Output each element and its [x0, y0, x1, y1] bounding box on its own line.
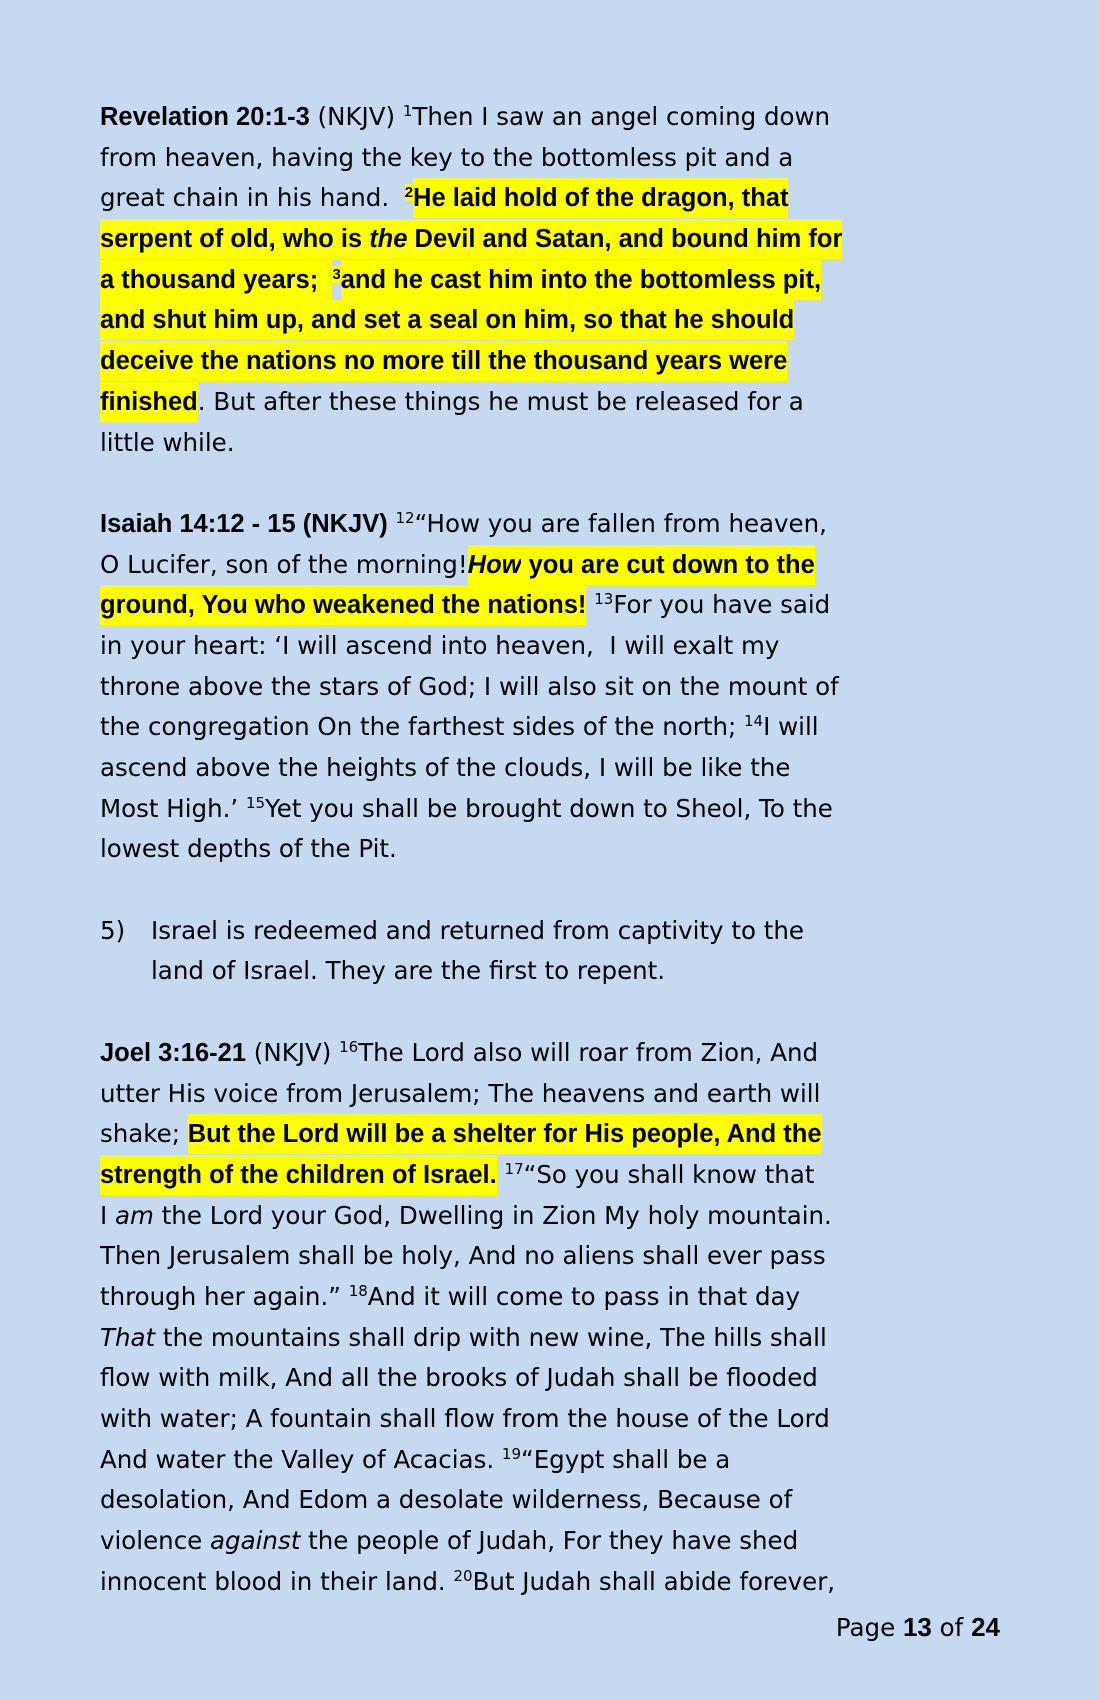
total-pages: 24 [971, 1612, 1000, 1642]
text-line [100, 1440, 1060, 1481]
text: (NKJV) [246, 1037, 340, 1067]
text-line [100, 382, 1060, 423]
highlighted-italic-text: the [369, 219, 407, 259]
text-line [100, 1521, 1060, 1562]
italic-text: against [210, 1526, 301, 1556]
text: the congregation On the farthest sides of the north; [100, 712, 745, 742]
text: And it will come to pass in that day [367, 1281, 801, 1311]
text-line [100, 1318, 1060, 1359]
document-body [100, 97, 1060, 1602]
text: the people of Judah, For they have shed [300, 1526, 799, 1556]
text-line [100, 1114, 1060, 1155]
verse-number: 16 [339, 1037, 359, 1056]
text-line [100, 1033, 1060, 1074]
text: But Judah shall abide forever, [472, 1566, 836, 1596]
highlighted-text: ground, You who weakened the nations! [100, 585, 586, 625]
blank-line [100, 992, 1060, 1033]
text: O Lucifer, son of the morning! [100, 549, 468, 579]
text: The Lord also will roar from Zion, And [358, 1037, 819, 1067]
text-line [100, 504, 1060, 545]
page-label: Page [835, 1613, 903, 1642]
verse-number: 13 [594, 590, 614, 609]
highlighted-text: But the Lord will be a shelter for His people, And the [188, 1114, 822, 1154]
text-line [100, 626, 1060, 667]
text-line [100, 1358, 1060, 1399]
text: little while. [100, 427, 235, 457]
highlighted-text: strength of the children of Israel. [100, 1155, 497, 1195]
text-line [100, 300, 1060, 341]
text-line [100, 341, 1060, 382]
text-line [100, 1236, 1060, 1277]
page-number [836, 1607, 1000, 1648]
text: Then I saw an angel coming down [412, 102, 831, 131]
list-item-text: land of Israel. They are the first to repent. [151, 956, 666, 986]
text: throne above the stars of God; I will also sit on the mount of [100, 671, 839, 701]
scripture-reference: Isaiah 14:12 - 15 (NKJV) [100, 509, 388, 538]
verse-number: 20 [453, 1566, 473, 1585]
italic-text: am [115, 1200, 154, 1230]
text-line [100, 178, 1060, 219]
verse-number: 1 [402, 102, 413, 120]
highlighted-italic-text: How [468, 545, 522, 585]
text: desolation, And Edom a desolate wilderness, Because of [100, 1485, 793, 1515]
text: I will [763, 712, 819, 742]
text: great chain in his hand. [100, 183, 405, 213]
text [497, 1160, 505, 1189]
text: from heaven, having the key to the bottomless pit and a [100, 142, 794, 172]
text: Israel is redeemed and returned from captivity to the [151, 915, 804, 945]
verse-number: 19 [501, 1444, 521, 1463]
text: ascend above the heights of the clouds, I will be like the [100, 753, 791, 782]
highlighted-text: deceive the nations no more till the thousand years were [100, 341, 787, 381]
text-line [100, 138, 1060, 179]
highlighted-text: Devil and Satan, and bound him for [407, 219, 842, 259]
text-line [100, 789, 1060, 830]
text: Most High.’ [100, 793, 246, 823]
page-of-label: of [931, 1613, 972, 1642]
highlighted-text: and shut him up, and set a seal on him, so that he should [100, 300, 794, 340]
current-page: 13 [902, 1612, 932, 1642]
verse-number: 15 [245, 793, 266, 812]
text-line [100, 1074, 1060, 1115]
list-marker: 5) [100, 915, 126, 945]
text-line [100, 1196, 1060, 1237]
text: lowest depths of the Pit. [100, 834, 397, 864]
text-line [100, 423, 1060, 464]
verse-number: 2 [404, 184, 414, 202]
blank-line [100, 870, 1060, 911]
text: I [100, 1200, 116, 1230]
verse-number: 18 [348, 1281, 368, 1300]
text: with water; A fountain shall flow from the house of the Lord [100, 1404, 830, 1433]
text: innocent blood in their land. [100, 1566, 454, 1596]
text [388, 509, 396, 538]
text-line [100, 545, 1060, 586]
text: And water the Valley of Acacias. [100, 1444, 502, 1474]
text: the Lord your God, Dwelling in Zion My holy mountain. [153, 1200, 832, 1230]
italic-text: That [100, 1322, 156, 1352]
highlighted-text: He laid hold of the dragon, that [413, 178, 788, 218]
text-line [100, 1480, 1060, 1521]
scripture-reference: Joel 3:16-21 [100, 1038, 247, 1067]
text: “So you shall know that [523, 1159, 815, 1189]
text-line [100, 707, 1060, 748]
text: violence [100, 1526, 211, 1556]
text: the mountains shall drip with new wine, The hills shall [155, 1322, 827, 1352]
text: “How you are fallen from heaven, [414, 508, 827, 538]
text-line [100, 667, 1060, 708]
verse-number: 17 [504, 1159, 524, 1178]
highlighted-text: you are cut down to the [521, 545, 814, 585]
highlighted-text: and he cast him into the bottomless pit, [341, 260, 821, 300]
blank-line [100, 463, 1060, 504]
text-line [100, 1277, 1060, 1318]
text-line [100, 1562, 1060, 1603]
text: Yet you shall be brought down to Sheol, To the [265, 793, 833, 823]
text-line [100, 585, 1060, 626]
scripture-reference: Revelation 20:1-3 [100, 103, 310, 131]
text: For you have said [613, 590, 831, 620]
text-line [100, 97, 1060, 138]
text-line [100, 1399, 1060, 1440]
highlighted-text: finished [100, 382, 198, 422]
text-line [100, 1155, 1060, 1196]
text: through her again.” [100, 1281, 349, 1311]
text-line [100, 219, 1060, 260]
text: utter His voice from Jerusalem; The heavens and earth will [100, 1078, 821, 1108]
text: (NKJV) [309, 102, 403, 131]
text: shake; [100, 1119, 188, 1149]
highlighted-text: a thousand years; [100, 260, 332, 300]
verse-number: 12 [395, 508, 415, 527]
text: in your heart: ‘I will ascend into heaven, I will exalt my [100, 630, 780, 660]
text: “Egypt shall be a [521, 1444, 731, 1474]
text-line [100, 951, 1060, 992]
text: . But after these things he must be released for a [197, 386, 804, 416]
text-line [100, 260, 1060, 301]
text: Then Jerusalem shall be holy, And no aliens shall ever pass [100, 1241, 826, 1271]
text-line [100, 748, 1060, 789]
highlighted-text: serpent of old, who is [100, 219, 369, 259]
text-line [100, 911, 1060, 952]
text: flow with milk, And all the brooks of Judah shall be flooded [100, 1363, 818, 1393]
verse-number: 14 [744, 712, 764, 731]
text-line [100, 829, 1060, 870]
verse-number: 3 [332, 265, 341, 283]
